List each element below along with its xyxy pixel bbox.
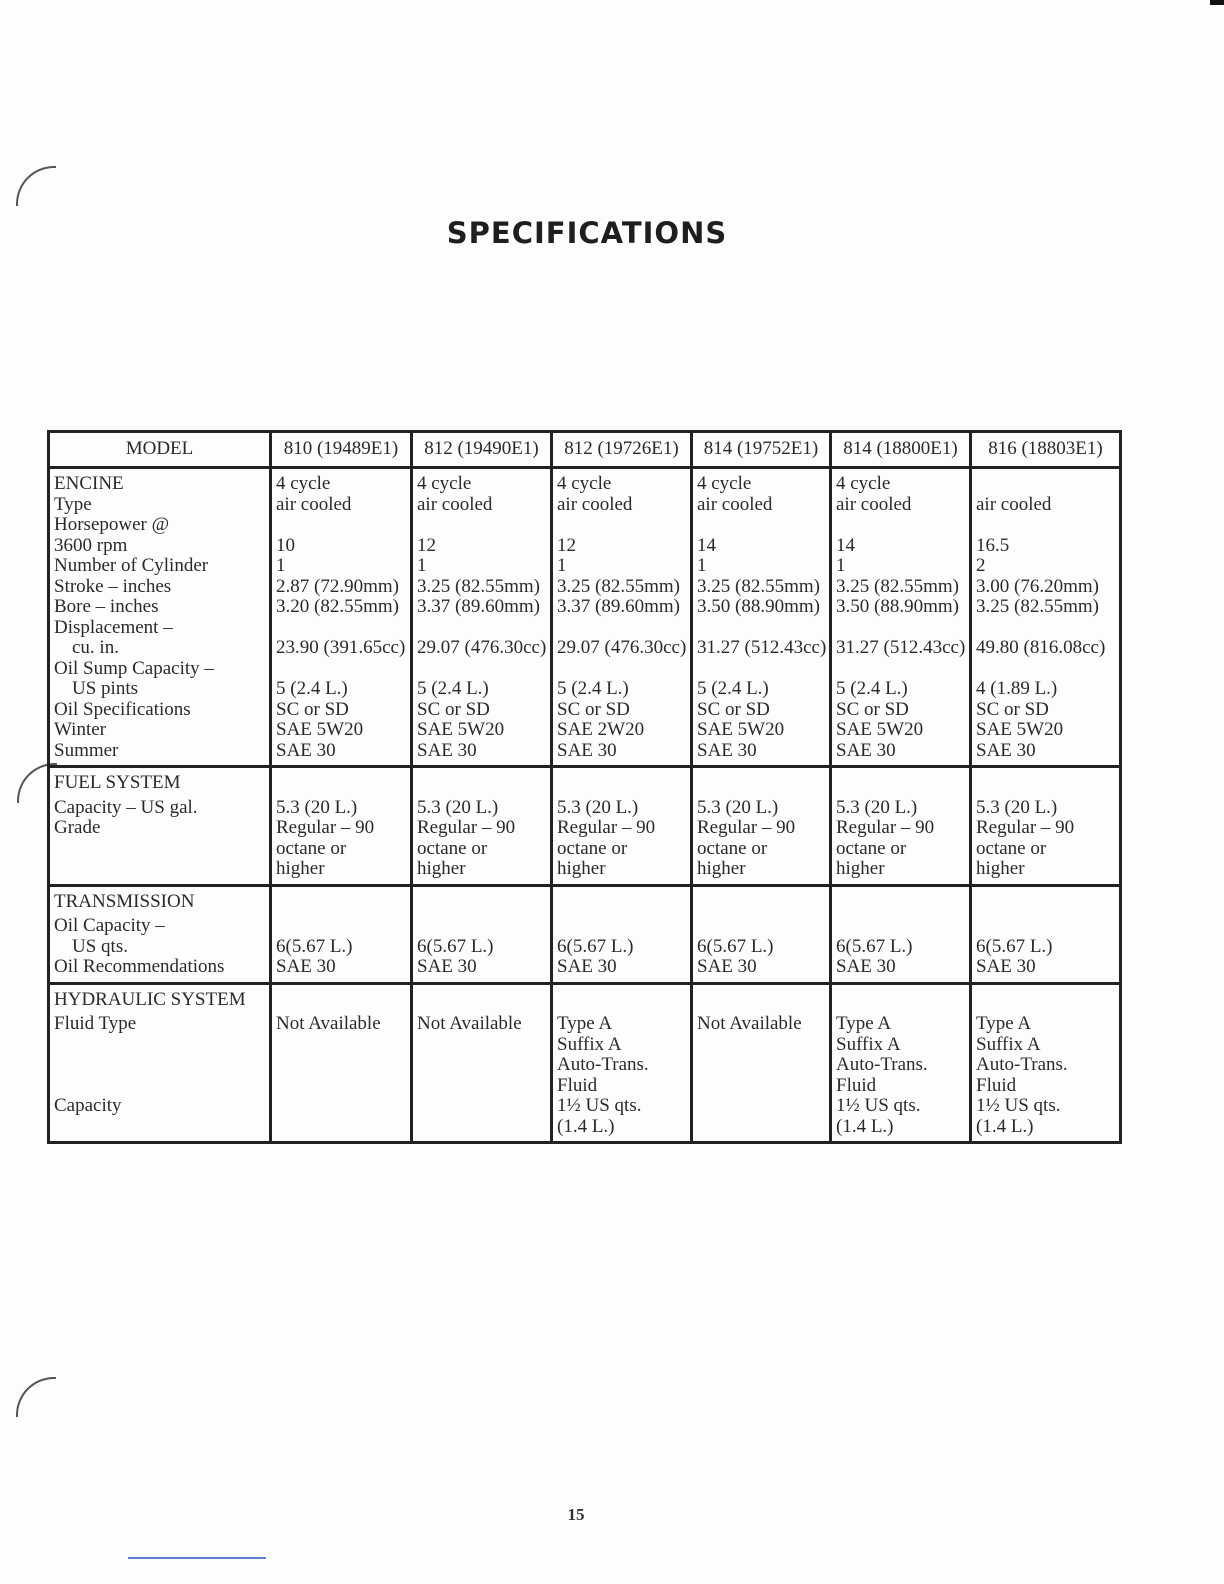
spec-value: 5.3 (20 L.) <box>976 796 1058 818</box>
spec-value: SAE 5W20 <box>836 719 924 740</box>
spec-value: higher <box>557 858 606 879</box>
spec-value: 4 cycle <box>836 473 891 494</box>
spec-value <box>276 892 407 913</box>
model-header: 814 (18800E1) <box>831 432 971 468</box>
spec-value: SC or SD <box>417 698 490 720</box>
spec-value: 5 (2.4 L.) <box>697 678 769 699</box>
spec-value <box>836 773 966 794</box>
spec-value: SAE 30 <box>697 956 757 977</box>
engine-values-cell <box>692 468 831 767</box>
spec-value: 12 <box>557 534 576 556</box>
spec-value: 31.27 (512.43cc) <box>836 637 966 658</box>
spec-value <box>417 990 547 1011</box>
spec-value <box>697 1035 826 1056</box>
spec-value: SAE 5W20 <box>417 719 505 740</box>
spec-value: air cooled <box>697 493 773 515</box>
spec-value: 5 (2.4 L.) <box>276 678 348 699</box>
spec-value: Type A <box>836 1013 892 1034</box>
spec-value <box>697 773 826 794</box>
spec-value: Suffix A <box>976 1033 1041 1055</box>
hydraulic-values-cell <box>412 983 552 1143</box>
spec-value: 31.27 (512.43cc) <box>697 637 827 658</box>
spec-value: 4 (1.89 L.) <box>976 678 1058 699</box>
spec-value: 3.20 (82.55mm) <box>276 596 399 617</box>
spec-value <box>276 1117 407 1138</box>
spec-value: 6(5.67 L.) <box>836 935 913 957</box>
page-number: 15 <box>567 1505 585 1524</box>
row-label: Summer <box>54 739 119 761</box>
spec-value: 5.3 (20 L.) <box>697 796 779 818</box>
spec-value <box>276 773 407 794</box>
spec-value: 4 cycle <box>276 473 331 494</box>
row-label: Bore – inches <box>54 596 159 617</box>
spec-value <box>697 618 826 639</box>
row-label: Stroke – inches <box>54 575 172 597</box>
spec-value: 1½ US qts. <box>976 1095 1061 1116</box>
spec-value <box>697 892 826 913</box>
spec-value <box>276 1076 407 1097</box>
spec-value: Fluid <box>836 1074 877 1096</box>
spec-value <box>697 1096 826 1117</box>
spec-value <box>417 1117 547 1138</box>
model-label: MODEL <box>49 432 271 468</box>
spec-value <box>557 515 687 536</box>
spec-value: 5 (2.4 L.) <box>557 678 629 699</box>
spec-value: Fluid <box>557 1074 598 1096</box>
spec-value <box>276 659 407 680</box>
spec-value: Auto-Trans. <box>836 1054 928 1075</box>
model-header-row <box>49 432 1121 468</box>
spec-value <box>417 1096 547 1117</box>
spec-value: octane or <box>976 837 1047 859</box>
row-label: 3600 rpm <box>54 534 128 556</box>
section-heading-hydraulic: HYDRAULIC SYSTEM <box>54 988 246 1010</box>
spec-value <box>836 990 966 1011</box>
spec-value: octane or <box>697 837 768 859</box>
fuel-labels <box>49 767 271 886</box>
spec-value <box>697 1055 826 1076</box>
spec-value: Auto-Trans. <box>557 1054 649 1075</box>
transmission-values-cell <box>831 885 971 983</box>
spec-value: 1 <box>557 555 567 576</box>
spec-value: Suffix A <box>557 1033 622 1055</box>
spec-value <box>276 990 407 1011</box>
bottom-rule <box>128 1557 266 1559</box>
spec-value: (1.4 L.) <box>976 1115 1034 1137</box>
spec-value: 1 <box>836 555 846 576</box>
section-heading-fuel: FUEL SYSTEM <box>54 772 181 793</box>
spec-value <box>697 990 826 1011</box>
spec-value: octane or <box>417 837 488 859</box>
fuel-values-cell <box>971 767 1121 886</box>
spec-value: 5 (2.4 L.) <box>836 678 908 699</box>
spec-value <box>417 515 547 536</box>
spec-value <box>836 659 966 680</box>
page-title: SPECIFICATIONS <box>446 216 728 250</box>
row-label: Fluid Type <box>54 1013 137 1034</box>
fuel-section-row <box>49 767 1121 886</box>
spec-value: air cooled <box>557 493 633 515</box>
spec-value: 3.50 (88.90mm) <box>836 596 959 617</box>
model-header: 816 (18803E1) <box>971 432 1121 468</box>
spec-value: 2 <box>976 555 986 576</box>
spec-value: 3.00 (76.20mm) <box>976 575 1099 597</box>
corner-mark <box>1210 0 1224 5</box>
spec-value: 16.5 <box>976 534 1010 556</box>
row-label: Capacity <box>54 1095 122 1116</box>
spec-value: 3.25 (82.55mm) <box>417 575 540 597</box>
spec-value: 5.3 (20 L.) <box>557 796 639 818</box>
spec-value: SAE 30 <box>976 739 1036 761</box>
spec-value: SAE 30 <box>836 739 896 761</box>
spec-value <box>417 773 547 794</box>
spec-value: 3.50 (88.90mm) <box>697 596 820 617</box>
spec-value <box>976 618 1116 639</box>
spec-value <box>417 892 547 913</box>
spec-value: higher <box>976 858 1025 879</box>
spec-value: Auto-Trans. <box>976 1054 1068 1075</box>
hydraulic-labels <box>49 983 271 1143</box>
row-label: Oil Sump Capacity – <box>54 657 214 679</box>
spec-value: higher <box>276 858 325 879</box>
spec-value: 5 (2.4 L.) <box>417 678 489 699</box>
spec-value <box>836 618 966 639</box>
row-label: Displacement – <box>54 616 173 638</box>
spec-value <box>417 916 547 937</box>
spec-value <box>276 916 407 937</box>
spec-value: 6(5.67 L.) <box>276 935 353 957</box>
spec-value: higher <box>417 858 466 879</box>
spec-value: 14 <box>836 534 855 556</box>
spec-value: 10 <box>276 534 295 556</box>
spec-value: 4 cycle <box>417 473 472 494</box>
section-heading-transmission: TRANSMISSION <box>54 890 195 912</box>
spec-value <box>557 990 687 1011</box>
transmission-values-cell <box>552 885 692 983</box>
transmission-values-cell <box>412 885 552 983</box>
spec-value: higher <box>836 858 885 879</box>
fuel-values-cell <box>412 767 552 886</box>
spec-value <box>417 1076 547 1097</box>
spec-value <box>417 1055 547 1076</box>
spec-value: SAE 5W20 <box>976 719 1064 740</box>
spec-value: Regular – 90 <box>557 817 656 838</box>
model-header: 814 (19752E1) <box>692 432 831 468</box>
spec-value: SC or SD <box>276 698 349 720</box>
spec-value: SAE 30 <box>417 956 477 977</box>
row-label: US pints <box>72 678 138 699</box>
spec-value <box>276 515 407 536</box>
spec-value: 29.07 (476.30cc) <box>557 637 687 658</box>
engine-values-cell <box>831 468 971 767</box>
spec-value <box>276 1055 407 1076</box>
spec-value: 6(5.67 L.) <box>557 935 634 957</box>
spec-value <box>976 990 1116 1011</box>
spec-value: (1.4 L.) <box>557 1115 615 1137</box>
transmission-values-cell <box>692 885 831 983</box>
spec-value <box>276 1035 407 1056</box>
spec-value: SC or SD <box>976 698 1049 720</box>
spec-value: Regular – 90 <box>976 817 1075 838</box>
spec-value: 3.25 (82.55mm) <box>976 596 1099 617</box>
engine-values-cell <box>412 468 552 767</box>
spec-value: Regular – 90 <box>697 817 796 838</box>
spec-value: Not Available <box>276 1013 381 1034</box>
spec-value <box>276 1096 407 1117</box>
spec-value: Regular – 90 <box>836 817 935 838</box>
spec-value: Suffix A <box>836 1033 901 1055</box>
spec-value <box>697 1117 826 1138</box>
fuel-values-cell <box>831 767 971 886</box>
binder-hole-mark-top <box>16 166 56 206</box>
spec-value: SAE 30 <box>697 739 757 761</box>
spec-value <box>976 474 1116 495</box>
row-label: Horsepower @ <box>54 514 170 535</box>
engine-section-row <box>49 468 1121 767</box>
spec-value: Type A <box>557 1013 613 1034</box>
spec-value: 2.87 (72.90mm) <box>276 575 399 597</box>
spec-value: 14 <box>697 534 716 556</box>
spec-value: SAE 5W20 <box>697 719 785 740</box>
spec-value: 4 cycle <box>697 473 752 494</box>
spec-value: SAE 30 <box>976 956 1036 977</box>
row-label: Winter <box>54 719 106 740</box>
row-label: Oil Specifications <box>54 698 191 720</box>
spec-value: air cooled <box>276 493 352 515</box>
fuel-values-cell <box>692 767 831 886</box>
row-label: cu. in. <box>72 637 119 658</box>
spec-value: Fluid <box>976 1074 1017 1096</box>
spec-value <box>557 659 687 680</box>
spec-value <box>697 1076 826 1097</box>
spec-value <box>417 1035 547 1056</box>
spec-value: 3.25 (82.55mm) <box>697 575 820 597</box>
section-heading-engine: ENCINE <box>54 473 124 494</box>
fuel-values-cell <box>271 767 412 886</box>
spec-value: SC or SD <box>836 698 909 720</box>
model-header: 812 (19726E1) <box>552 432 692 468</box>
hydraulic-values-cell <box>692 983 831 1143</box>
spec-value: 6(5.67 L.) <box>417 935 494 957</box>
spec-value: octane or <box>276 837 347 859</box>
spec-value: air cooled <box>976 493 1052 515</box>
spec-value: 23.90 (391.65cc) <box>276 637 406 658</box>
spec-value <box>976 773 1116 794</box>
spec-value: 1½ US qts. <box>557 1095 642 1116</box>
spec-value: 5.3 (20 L.) <box>276 796 358 818</box>
hydraulic-values-cell <box>271 983 412 1143</box>
transmission-values-cell <box>271 885 412 983</box>
spec-value: 5.3 (20 L.) <box>417 796 499 818</box>
spec-value: octane or <box>836 837 907 859</box>
spec-value: Regular – 90 <box>417 817 516 838</box>
spec-value <box>557 916 687 937</box>
hydraulic-values-cell <box>552 983 692 1143</box>
spec-value <box>836 892 966 913</box>
spec-value <box>976 916 1116 937</box>
spec-value: 49.80 (816.08cc) <box>976 637 1106 658</box>
spec-value: 6(5.67 L.) <box>976 935 1053 957</box>
spec-value <box>836 916 966 937</box>
transmission-values-cell <box>971 885 1121 983</box>
spec-value: 1 <box>417 555 427 576</box>
model-header: 810 (19489E1) <box>271 432 412 468</box>
fuel-values-cell <box>552 767 692 886</box>
binder-hole-mark-bottom <box>16 1377 56 1417</box>
spec-value <box>276 618 407 639</box>
spec-value: SAE 30 <box>417 739 477 761</box>
spec-value: 3.25 (82.55mm) <box>557 575 680 597</box>
spec-value: octane or <box>557 837 628 859</box>
spec-value: 6(5.67 L.) <box>697 935 774 957</box>
spec-value: SC or SD <box>557 698 630 720</box>
spec-value: 3.37 (89.60mm) <box>417 596 540 617</box>
spec-value <box>557 892 687 913</box>
spec-value: (1.4 L.) <box>836 1115 894 1137</box>
row-label: US qts. <box>72 935 128 957</box>
spec-value: higher <box>697 858 746 879</box>
spec-value <box>976 515 1116 536</box>
spec-value: air cooled <box>417 493 493 515</box>
spec-value <box>697 515 826 536</box>
spec-value <box>836 515 966 536</box>
spec-value: 5.3 (20 L.) <box>836 796 918 818</box>
spec-value: Type A <box>976 1013 1032 1034</box>
spec-value <box>417 618 547 639</box>
engine-values-cell <box>971 468 1121 767</box>
spec-value: Not Available <box>697 1013 802 1034</box>
engine-labels <box>49 468 271 767</box>
specifications-table <box>47 430 1122 1144</box>
spec-value: 3.25 (82.55mm) <box>836 575 959 597</box>
engine-values-cell <box>271 468 412 767</box>
row-label: Oil Capacity – <box>54 915 165 936</box>
spec-value: 1½ US qts. <box>836 1095 921 1116</box>
spec-value: SAE 30 <box>557 956 617 977</box>
spec-value <box>976 892 1116 913</box>
hydraulic-values-cell <box>971 983 1121 1143</box>
spec-value: Regular – 90 <box>276 817 375 838</box>
spec-value <box>417 659 547 680</box>
spec-value <box>557 773 687 794</box>
hydraulic-section-row <box>49 983 1121 1143</box>
spec-value: SC or SD <box>697 698 770 720</box>
spec-value: 1 <box>697 555 707 576</box>
row-label: Oil Recommendations <box>54 956 225 977</box>
spec-value: 3.37 (89.60mm) <box>557 596 680 617</box>
spec-value: 1 <box>276 555 286 576</box>
spec-value: air cooled <box>836 493 912 515</box>
row-label: Capacity – US gal. <box>54 796 198 818</box>
spec-value: SAE 30 <box>276 956 336 977</box>
spec-value: 29.07 (476.30cc) <box>417 637 547 658</box>
spec-value: SAE 30 <box>276 739 336 761</box>
spec-value <box>976 659 1116 680</box>
spec-value: SAE 30 <box>836 956 896 977</box>
spec-value: 4 cycle <box>557 473 612 494</box>
hydraulic-values-cell <box>831 983 971 1143</box>
model-header: 812 (19490E1) <box>412 432 552 468</box>
spec-value <box>697 916 826 937</box>
spec-value <box>557 618 687 639</box>
spec-value <box>697 659 826 680</box>
spec-value: SAE 5W20 <box>276 719 364 740</box>
spec-value: 12 <box>417 534 436 556</box>
spec-value: Not Available <box>417 1013 522 1034</box>
spec-value: SAE 30 <box>557 739 617 761</box>
row-label: Grade <box>54 817 101 838</box>
engine-values-cell <box>552 468 692 767</box>
row-label: Type <box>54 493 92 515</box>
row-label: Number of Cylinder <box>54 555 209 576</box>
transmission-labels <box>49 885 271 983</box>
spec-value: SAE 2W20 <box>557 719 645 740</box>
transmission-section-row <box>49 885 1121 983</box>
